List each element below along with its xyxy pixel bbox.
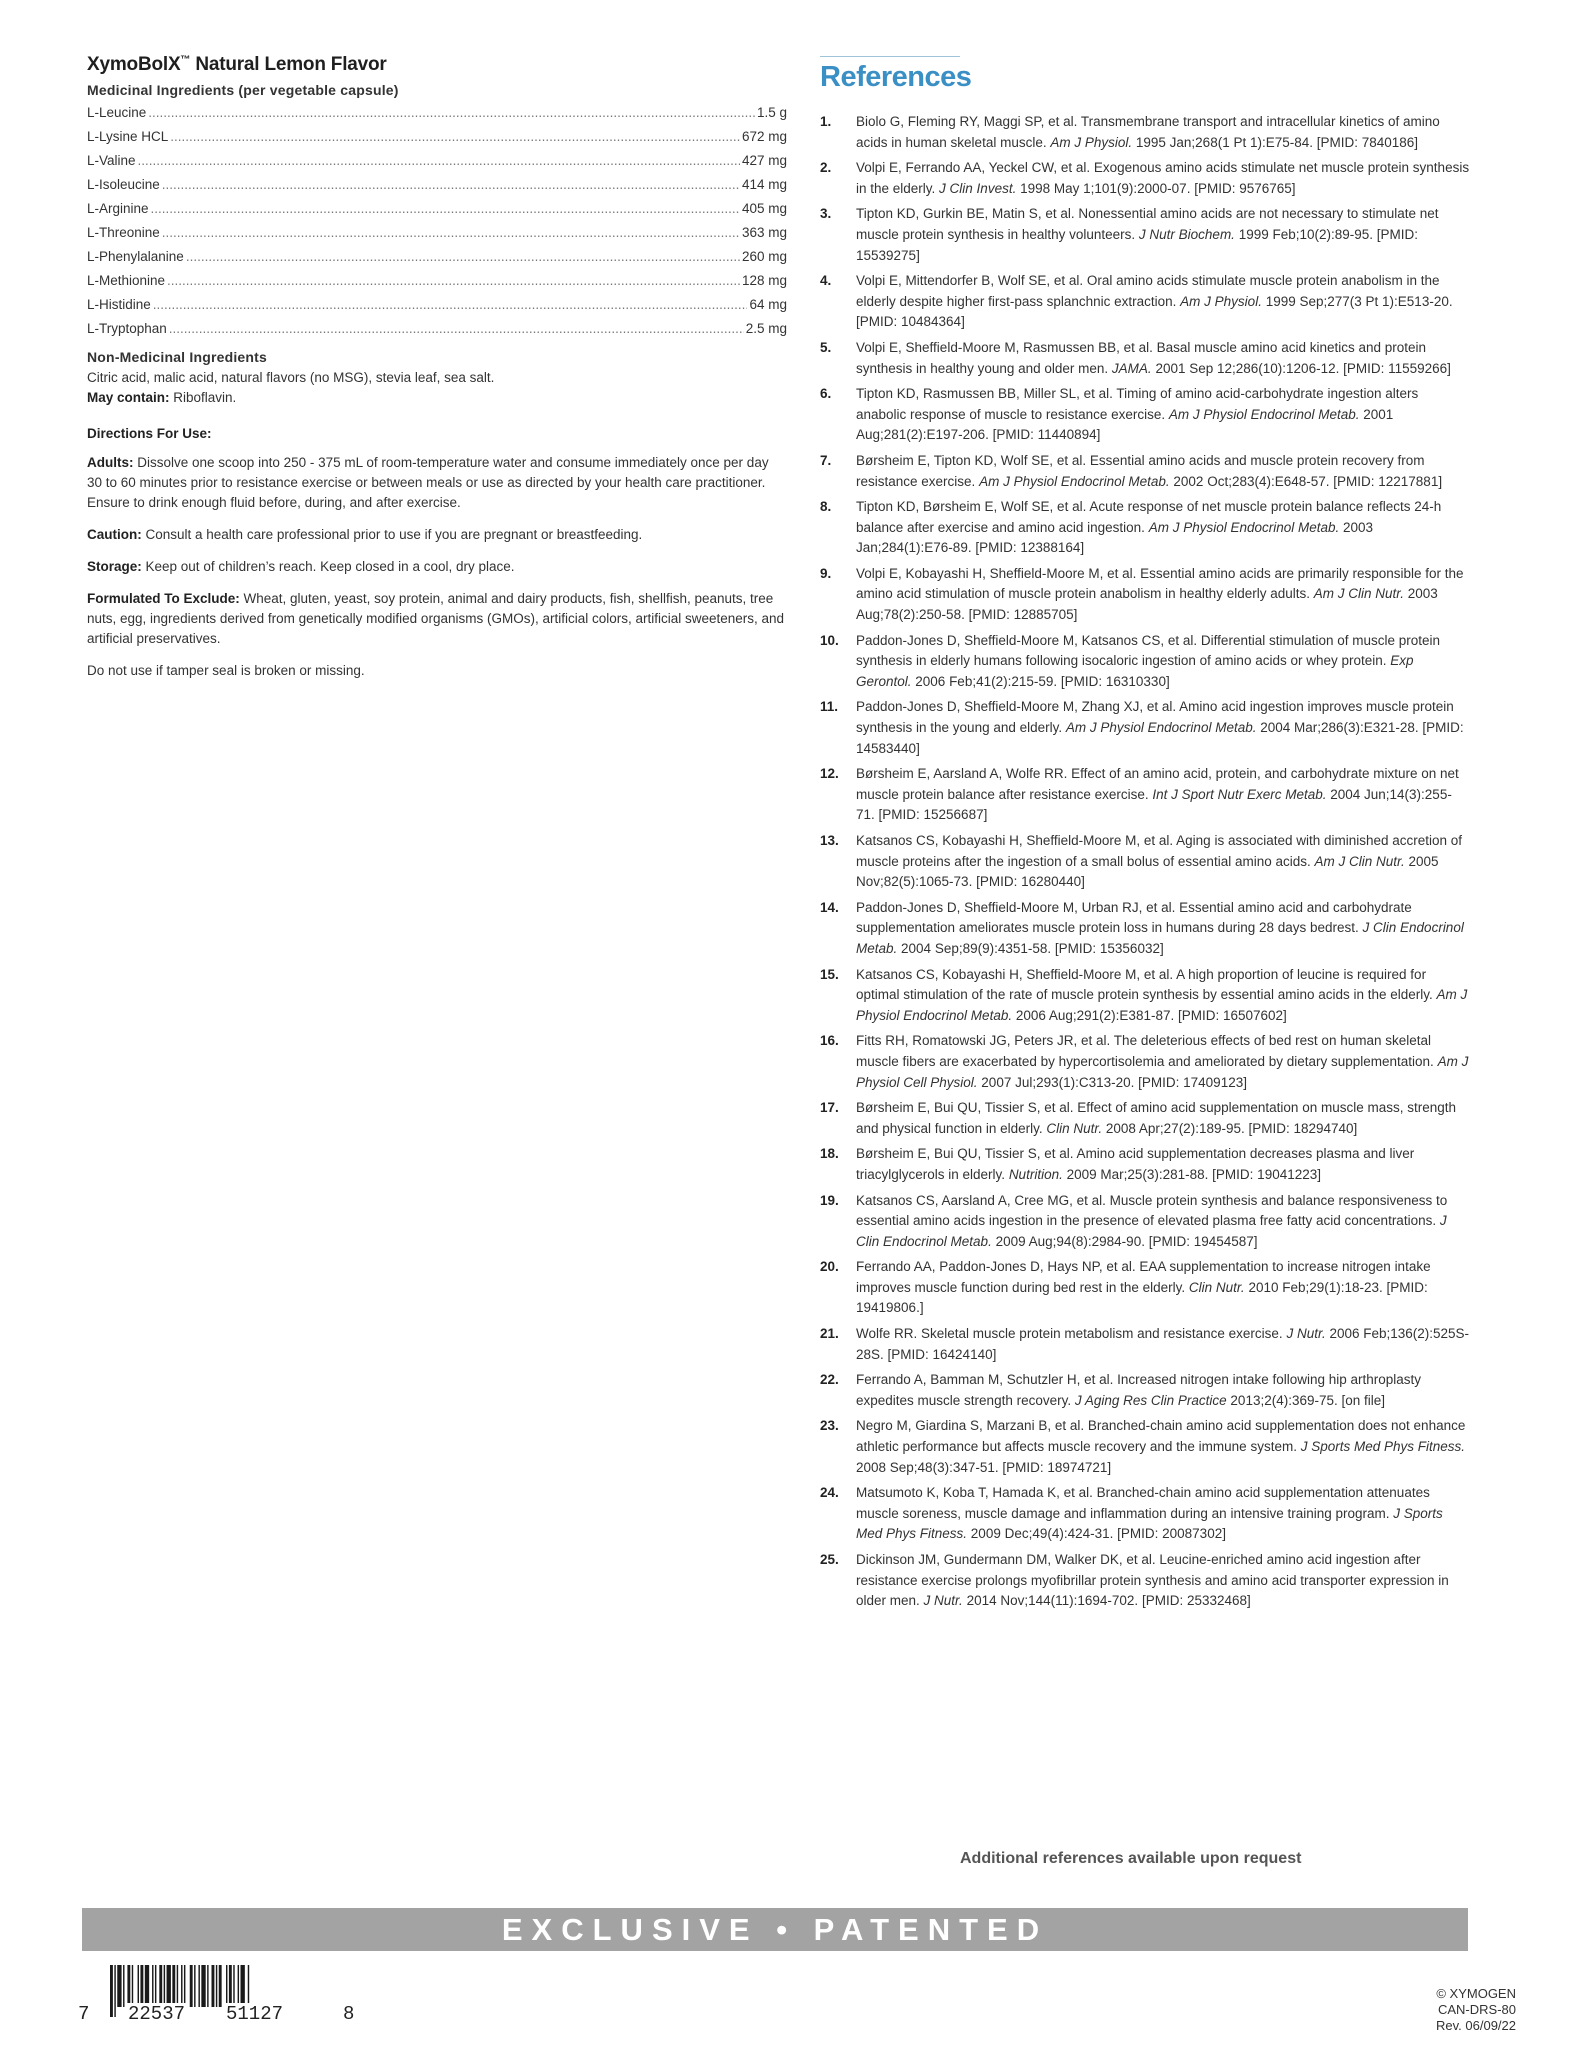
reference-number: 17.	[820, 1100, 839, 1116]
barcode-bar	[229, 1965, 232, 2007]
references-title: References	[820, 61, 972, 93]
barcode-bar	[138, 1965, 139, 2007]
copyright: © XYMOGEN	[1436, 1986, 1516, 2001]
reference-journal: Am J Physiol.	[1050, 134, 1133, 150]
reference-item	[820, 1416, 1470, 1478]
reference-journal: J Nutr.	[923, 1593, 963, 1609]
ingredient-amount: 260 mg	[741, 249, 787, 264]
reference-journal: J Nutr Biochem.	[1138, 226, 1235, 242]
barcode-bar	[194, 1965, 195, 2007]
barcode-bar	[216, 1965, 217, 2007]
reference-authors-title: Dickinson JM, Gundermann DM, Walker DK, et al. Leucine-enriched amino acid ingestion after resistance exercise prolongs myofibrillar protein synthesis and amino acid transporter expression in older men.	[856, 1552, 1449, 1609]
barcode-bar	[190, 1965, 193, 2007]
reference-authors-title: Børsheim E, Bui QU, Tissier S, et al. Amino acid supplementation decreases plasma and liver triacylglycerols in elderly.	[856, 1146, 1415, 1182]
dot-leader	[162, 221, 740, 245]
barcode-bar	[167, 1965, 171, 2007]
reference-text	[856, 631, 1470, 693]
references-section	[820, 56, 1470, 1617]
reference-authors-title: Katsanos CS, Aarsland A, Cree MG, et al. Muscle protein synthesis and balance responsiveness to essential amino acids ingestion in the presence of elevated plasma free fatty acid concentrations.	[856, 1192, 1448, 1229]
reference-citation: 2005 Nov;82(5):1065-73. [PMID: 16280440]	[856, 853, 1439, 890]
barcode-bar	[219, 1965, 222, 2007]
reference-item	[820, 697, 1470, 759]
reference-number: 8.	[820, 499, 832, 515]
ingredient-row	[87, 125, 787, 149]
reference-text	[856, 451, 1470, 492]
exclude-text: Wheat, gluten, yeast, soy protein, animal and dairy products, fish, shellfish, peanuts, tree nuts, egg, ingredients derived from genetically modified organisms (GMOs), artificial colors, artificial sweeteners, and artificial preservatives.	[87, 591, 785, 646]
reference-journal: Am J Physiol Endocrinol Metab.	[1168, 406, 1360, 422]
reference-citation: 1999 Feb;10(2):89-95. [PMID: 15539275]	[856, 226, 1419, 263]
reference-number: 20.	[820, 1259, 839, 1275]
barcode-bar	[226, 1965, 227, 2007]
reference-number: 2.	[820, 160, 832, 176]
reference-number: 1.	[820, 114, 832, 129]
reference-authors-title: Paddon-Jones D, Sheffield-Moore M, Urban RJ, et al. Essential amino acid and carbohydrate supplementation ameliorates muscle protein loss in humans during 28 days bedrest.	[856, 899, 1412, 936]
ingredient-name: L-Threonine	[87, 225, 160, 240]
ingredient-row	[87, 197, 787, 221]
reference-citation: 2003 Jan;284(1):E76-89. [PMID: 12388164]	[856, 519, 1374, 556]
dot-leader	[186, 245, 740, 269]
reference-citation: 2009 Dec;49(4):424-31. [PMID: 20087302]	[967, 1526, 1226, 1542]
reference-authors-title: Tipton KD, Gurkin BE, Matin S, et al. Nonessential amino acids are not necessary to stimulate net muscle protein synthesis in healthy volunteers.	[856, 206, 1439, 242]
reference-text	[856, 497, 1470, 559]
reference-journal: J Clin Invest.	[939, 180, 1017, 196]
reference-number: 4.	[820, 273, 832, 289]
reference-item	[820, 451, 1470, 492]
may-contain-text: Riboflavin.	[169, 390, 237, 405]
reference-authors-title: Børsheim E, Bui QU, Tissier S, et al. Effect of amino acid supplementation on muscle mass, strength and physical function in elderly.	[856, 1100, 1457, 1136]
ingredient-name: L-Methionine	[87, 273, 166, 288]
ingredient-amount: 1.5 g	[756, 105, 787, 120]
reference-journal: J Sports Med Phys Fitness.	[856, 1505, 1443, 1542]
reference-authors-title: Ferrando AA, Paddon-Jones D, Hays NP, et al. EAA supplementation to increase nitrogen intake improves muscle function during bed rest in the elderly.	[856, 1259, 1431, 1295]
barcode-last-digit: 8	[343, 2003, 355, 2025]
reference-journal: Nutrition.	[1008, 1166, 1063, 1182]
barcode-bar	[117, 1965, 121, 2007]
barcode-bar	[110, 1965, 113, 2017]
reference-item	[820, 764, 1470, 826]
reference-citation: 2009 Aug;94(8):2984-90. [PMID: 19454587]	[991, 1233, 1258, 1249]
reference-journal: JAMA.	[1111, 360, 1152, 376]
reference-authors-title: Tipton KD, Børsheim E, Wolf SE, et al. Acute response of net muscle protein balance reflects 24-h balance after exercise and amino acid ingestion.	[856, 499, 1442, 535]
ingredient-name: L-Lysine HCL	[87, 129, 169, 144]
reference-number: 3.	[820, 206, 832, 222]
barcode-first-digit: 7	[78, 2003, 90, 2025]
reference-item	[820, 112, 1470, 153]
reference-item	[820, 1257, 1470, 1319]
formulated-to-exclude	[87, 589, 787, 649]
ingredient-name: L-Valine	[87, 153, 136, 168]
dot-leader	[151, 197, 740, 221]
reference-text	[856, 1550, 1470, 1612]
barcode-bar	[127, 1965, 130, 2007]
ingredient-row	[87, 317, 787, 341]
reference-text	[856, 898, 1470, 960]
ingredient-amount: 405 mg	[741, 201, 787, 216]
reference-journal: J Clin Endocrinol Metab.	[856, 920, 1464, 956]
may-contain	[87, 388, 787, 408]
barcode-bar	[233, 1965, 234, 2007]
reference-text	[856, 564, 1470, 626]
barcode-bar	[164, 1965, 165, 2007]
dot-leader	[162, 173, 740, 197]
reference-authors-title: Volpi E, Sheffield-Moore M, Rasmussen BB, et al. Basal muscle amino acid kinetics and protein synthesis in healthy young and older men.	[856, 339, 1427, 376]
ingredient-amount: 427 mg	[741, 153, 787, 168]
adults-label: Adults:	[87, 455, 134, 470]
reference-text	[856, 1483, 1470, 1545]
reference-journal: Am J Physiol.	[1180, 293, 1262, 309]
revision-date: Rev. 06/09/22	[1436, 2018, 1516, 2033]
reference-item	[820, 564, 1470, 626]
barcode-bar	[145, 1965, 149, 2007]
reference-journal: Am J Physiol Endocrinol Metab.	[1065, 720, 1257, 736]
references-rule	[820, 56, 960, 57]
reference-citation: 2001 Aug;281(2):E197-206. [PMID: 11440894]	[856, 406, 1394, 443]
additional-references-note: Additional references available upon request	[960, 1850, 1302, 1867]
ingredient-row	[87, 269, 787, 293]
reference-item	[820, 1483, 1470, 1545]
reference-journal: Clin Nutr.	[1188, 1279, 1245, 1295]
reference-item	[820, 1550, 1470, 1612]
reference-citation: 2008 Sep;48(3):347-51. [PMID: 18974721]	[856, 1459, 1112, 1475]
barcode-bar	[207, 1965, 208, 2007]
reference-number: 5.	[820, 339, 832, 355]
nonmedicinal-heading: Non-Medicinal Ingredients	[87, 349, 268, 365]
reference-journal: J Sports Med Phys Fitness.	[1300, 1439, 1466, 1455]
reference-authors-title: Volpi E, Mittendorfer B, Wolf SE, et al. Oral amino acids stimulate muscle protein anabolism in the elderly despite higher first-pass splanchnic extraction.	[856, 273, 1440, 309]
reference-number: 12.	[820, 766, 839, 782]
reference-number: 16.	[820, 1033, 839, 1049]
reference-number: 22.	[820, 1372, 839, 1388]
reference-citation: 2004 Jun;14(3):255-71. [PMID: 15256687]	[856, 786, 1452, 823]
ingredient-amount: 128 mg	[741, 273, 787, 288]
reference-citation: 2010 Feb;29(1):18-23. [PMID: 19419806.]	[856, 1279, 1428, 1316]
ingredient-row	[87, 221, 787, 245]
reference-journal: Clin Nutr.	[1046, 1120, 1103, 1136]
reference-journal: Am J Physiol Endocrinol Metab.	[1148, 519, 1340, 535]
product-flavor: Natural Lemon Flavor	[190, 54, 387, 75]
reference-number: 15.	[820, 966, 839, 982]
reference-number: 24.	[820, 1485, 839, 1501]
reference-number: 11.	[820, 699, 839, 715]
reference-authors-title: Børsheim E, Aarsland A, Wolfe RR. Effect of an amino acid, protein, and carbohydrate mixture on net muscle protein balance after resistance exercise.	[856, 766, 1459, 802]
reference-authors-title: Ferrando A, Bamman M, Schutzler H, et al. Increased nitrogen intake following hip arthroplasty expedites muscle strength recovery.	[856, 1372, 1422, 1408]
dot-leader	[153, 293, 748, 317]
storage-text: Keep out of children’s reach. Keep closed in a cool, dry place.	[141, 559, 515, 574]
reference-authors-title: Negro M, Giardina S, Marzani B, et al. Branched-chain amino acid supplementation does not enhance athletic performance but affects muscle recovery and the immune system.	[856, 1418, 1466, 1455]
ingredient-amount: 672 mg	[741, 129, 787, 144]
reference-citation: 2007 Jul;293(1):C313-20. [PMID: 17409123]	[977, 1074, 1247, 1090]
reference-item	[820, 631, 1470, 693]
product-name: XymoBolX	[87, 54, 181, 75]
ingredient-row	[87, 293, 787, 317]
reference-citation: 2009 Mar;25(3):281-88. [PMID: 19041223]	[1062, 1166, 1321, 1182]
reference-citation: 2004 Sep;89(9):4351-58. [PMID: 15356032]	[897, 940, 1164, 956]
reference-authors-title: Volpi E, Ferrando AA, Yeckel CW, et al. Exogenous amino acids stimulate net muscle protein synthesis in the elderly.	[856, 160, 1470, 196]
reference-item	[820, 497, 1470, 559]
exclusive-patented-banner	[82, 1908, 1468, 1951]
dot-leader	[138, 149, 740, 173]
barcode-bar	[159, 1965, 162, 2007]
barcode-left-group: 22537	[128, 2003, 186, 2025]
reference-number: 14.	[820, 899, 839, 915]
reference-item	[820, 965, 1470, 1027]
product-title	[87, 54, 787, 76]
reference-item	[820, 1144, 1470, 1185]
tamper-warning: Do not use if tamper seal is broken or missing.	[87, 663, 365, 678]
adults-directions	[87, 453, 787, 513]
barcode-bar	[152, 1965, 153, 2007]
barcode-bar	[140, 1965, 143, 2007]
reference-number: 23.	[820, 1418, 839, 1434]
caution-label: Caution:	[87, 527, 142, 542]
reference-text	[856, 1098, 1470, 1139]
reference-text	[856, 204, 1470, 266]
reference-number: 10.	[820, 632, 839, 648]
ingredient-row	[87, 245, 787, 269]
reference-number: 25.	[820, 1552, 839, 1567]
reference-authors-title: Katsanos CS, Kobayashi H, Sheffield-Moore M, et al. A high proportion of leucine is required for optimal stimulation of the rate of muscle protein synthesis by essential amino acids in the elderly.	[856, 966, 1437, 1003]
ingredient-name: L-Tryptophan	[87, 321, 167, 336]
reference-text	[856, 1416, 1470, 1478]
barcode-bar	[123, 1965, 124, 2007]
reference-citation: 2014 Nov;144(11):1694-702. [PMID: 25332468]	[962, 1593, 1251, 1609]
ingredient-row	[87, 149, 787, 173]
reference-item	[820, 1031, 1470, 1093]
product-info	[87, 54, 787, 693]
storage-label: Storage:	[87, 559, 142, 574]
reference-item	[820, 898, 1470, 960]
reference-item	[820, 158, 1470, 199]
banner-text: EXCLUSIVE • PATENTED	[501, 1911, 1049, 1947]
reference-journal: Int J Sport Nutr Exerc Metab.	[1152, 786, 1327, 802]
ingredient-row	[87, 101, 787, 125]
reference-citation: 2006 Aug;291(2):E381-87. [PMID: 16507602]	[1012, 1007, 1287, 1023]
caution-text: Consult a health care professional prior to use if you are pregnant or breastfeeding.	[141, 527, 643, 542]
reference-journal: J Nutr.	[1286, 1326, 1326, 1342]
reference-item	[820, 271, 1470, 333]
dot-leader	[169, 317, 744, 341]
barcode-bar	[201, 1965, 205, 2007]
reference-citation: 2003 Aug;78(2):250-58. [PMID: 12885705]	[856, 586, 1438, 623]
barcode-bar	[241, 1965, 245, 2007]
exclude-label: Formulated To Exclude:	[87, 591, 240, 606]
ingredients-list	[87, 101, 787, 341]
references-list	[820, 112, 1470, 1612]
ingredient-amount: 2.5 mg	[745, 321, 787, 336]
directions-heading: Directions For Use:	[87, 426, 212, 441]
reference-text	[856, 384, 1470, 446]
barcode-bar	[198, 1965, 199, 2007]
barcode-bar	[184, 1965, 185, 2007]
reference-citation: 2006 Feb;136(2):525S-28S. [PMID: 16424140]	[856, 1326, 1470, 1362]
reference-citation: 2013;2(4):369-75. [on file]	[1226, 1392, 1386, 1408]
barcode-right-group: 51127	[226, 2003, 284, 2025]
reference-text	[856, 271, 1470, 333]
nonmedicinal-block	[87, 349, 787, 408]
reference-journal: Am J Clin Nutr.	[1314, 853, 1405, 869]
barcode	[78, 1965, 358, 2035]
reference-text	[856, 338, 1470, 379]
reference-item	[820, 1324, 1470, 1365]
reference-citation: 2006 Feb;41(2):215-59. [PMID: 16310330]	[911, 673, 1170, 689]
reference-number: 7.	[820, 452, 832, 468]
reference-citation: 2008 Apr;27(2):189-95. [PMID: 18294740]	[1102, 1120, 1358, 1136]
medicinal-heading: Medicinal Ingredients (per vegetable capsule)	[87, 82, 399, 98]
reference-citation: 2002 Oct;283(4):E648-57. [PMID: 12217881]	[1169, 473, 1443, 489]
barcode-bar	[155, 1965, 156, 2007]
reference-text	[856, 112, 1470, 153]
reference-authors-title: Biolo G, Fleming RY, Maggi SP, et al. Transmembrane transport and intracellular kinetics of amino acids in human skeletal muscle.	[856, 114, 1440, 150]
reference-authors-title: Wolfe RR. Skeletal muscle protein metabolism and resistance exercise.	[856, 1326, 1287, 1342]
reference-authors-title: Katsanos CS, Kobayashi H, Sheffield-Moore M, et al. Aging is associated with diminished accretion of muscle proteins after the ingestion of a small bolus of essential amino acids.	[856, 833, 1463, 869]
dot-leader	[167, 269, 740, 293]
reference-authors-title: Volpi E, Kobayashi H, Sheffield-Moore M, et al. Essential amino acids are primarily responsible for the amino acid stimulation of muscle protein anabolism in healthy elderly adults.	[856, 565, 1464, 602]
reference-number: 18.	[820, 1146, 839, 1162]
reference-journal: Exp Gerontol.	[856, 653, 1414, 689]
dot-leader	[148, 101, 755, 125]
reference-text	[856, 1370, 1470, 1411]
barcode-bar	[238, 1965, 239, 2007]
reference-number: 9.	[820, 565, 832, 581]
ingredient-amount: 414 mg	[741, 177, 787, 192]
reference-text	[856, 697, 1470, 759]
reference-item	[820, 1191, 1470, 1253]
barcode-bar	[172, 1965, 175, 2007]
reference-authors-title: Paddon-Jones D, Sheffield-Moore M, Katsanos CS, et al. Differential stimulation of muscle protein synthesis in elderly humans following isocaloric ingestion of amino acids or whey protein.	[856, 632, 1441, 669]
ingredient-amount: 64 mg	[749, 297, 787, 312]
document-code: CAN-DRS-80	[1437, 2002, 1516, 2017]
reference-authors-title: Børsheim E, Tipton KD, Wolf SE, et al. Essential amino acids and muscle protein recovery from resistance exercise.	[856, 452, 1425, 489]
reference-journal: Am J Physiol Cell Physiol.	[856, 1053, 1469, 1090]
ingredient-name: L-Leucine	[87, 105, 147, 120]
caution	[87, 525, 787, 545]
reference-number: 21.	[820, 1326, 839, 1342]
ingredient-name: L-Arginine	[87, 201, 149, 216]
barcode-bar	[132, 1965, 133, 2007]
reference-number: 6.	[820, 386, 832, 402]
trademark-symbol: ™	[180, 54, 191, 66]
reference-citation: 2004 Mar;286(3):E321-28. [PMID: 14583440]	[856, 720, 1464, 756]
reference-citation: 1999 Sep;277(3 Pt 1):E513-20. [PMID: 10484364]	[856, 293, 1453, 330]
reference-journal: J Clin Endocrinol Metab.	[856, 1213, 1447, 1249]
reference-item	[820, 1370, 1470, 1411]
storage	[87, 557, 787, 577]
adults-text: Dissolve one scoop into 250 - 375 mL of room-temperature water and consume immediately once per day 30 to 60 minutes prior to resistance exercise or between meals or use as directed by your health care practitioner. Ensure to drink enough fluid before, during, and after exercise.	[87, 455, 769, 510]
reference-journal: J Aging Res Clin Practice	[1074, 1392, 1227, 1408]
reference-journal: Am J Clin Nutr.	[1313, 586, 1404, 602]
reference-text	[856, 965, 1470, 1027]
reference-authors-title: Fitts RH, Romatowski JG, Peters JR, et al. The deleterious effects of bed rest on human skeletal muscle fibers are exacerbated by hypercortisolemia and ameliorated by dietary supplementation.	[856, 1033, 1438, 1069]
reference-number: 19.	[820, 1192, 839, 1208]
reference-authors-title: Tipton KD, Rasmussen BB, Miller SL, et al. Timing of amino acid-carbohydrate ingestion alters anabolic response of muscle to resistance exercise.	[856, 386, 1419, 422]
reference-item	[820, 204, 1470, 266]
reference-citation: 1995 Jan;268(1 Pt 1):E75-84. [PMID: 7840186]	[1132, 134, 1419, 150]
reference-item	[820, 831, 1470, 893]
reference-item	[820, 1098, 1470, 1139]
ingredient-amount: 363 mg	[741, 225, 787, 240]
barcode-bar	[114, 1965, 115, 2017]
barcode-bar	[212, 1965, 215, 2007]
ingredient-name: L-Histidine	[87, 297, 151, 312]
ingredient-name: L-Phenylalanine	[87, 249, 184, 264]
reference-text	[856, 764, 1470, 826]
reference-authors-title: Matsumoto K, Koba T, Hamada K, et al. Branched-chain amino acid supplementation attenuates muscle soreness, muscle damage and inflammation during an intensive training program.	[856, 1485, 1430, 1521]
footer-info	[1436, 1986, 1516, 2034]
ingredient-row	[87, 173, 787, 197]
reference-text	[856, 1257, 1470, 1319]
reference-citation: 2001 Sep 12;286(10):1206-12. [PMID: 11559266]	[1151, 360, 1451, 376]
reference-text	[856, 1144, 1470, 1185]
reference-text	[856, 1191, 1470, 1253]
reference-text	[856, 831, 1470, 893]
ingredient-name: L-Isoleucine	[87, 177, 160, 192]
reference-item	[820, 384, 1470, 446]
nonmedicinal-text: Citric acid, malic acid, natural flavors (no MSG), stevia leaf, sea salt.	[87, 370, 495, 385]
reference-item	[820, 338, 1470, 379]
reference-text	[856, 1324, 1470, 1365]
may-contain-label: May contain:	[87, 390, 170, 405]
dot-leader	[170, 125, 740, 149]
reference-text	[856, 1031, 1470, 1093]
reference-journal: Am J Physiol Endocrinol Metab.	[979, 473, 1170, 489]
reference-journal: Am J Physiol Endocrinol Metab.	[856, 987, 1468, 1023]
reference-authors-title: Paddon-Jones D, Sheffield-Moore M, Zhang XJ, et al. Amino acid ingestion improves muscle protein synthesis in the young and elderly.	[856, 699, 1454, 736]
reference-text	[856, 158, 1470, 199]
reference-citation: 1998 May 1;101(9):2000-07. [PMID: 9576765]	[1016, 180, 1296, 196]
reference-number: 13.	[820, 833, 839, 848]
